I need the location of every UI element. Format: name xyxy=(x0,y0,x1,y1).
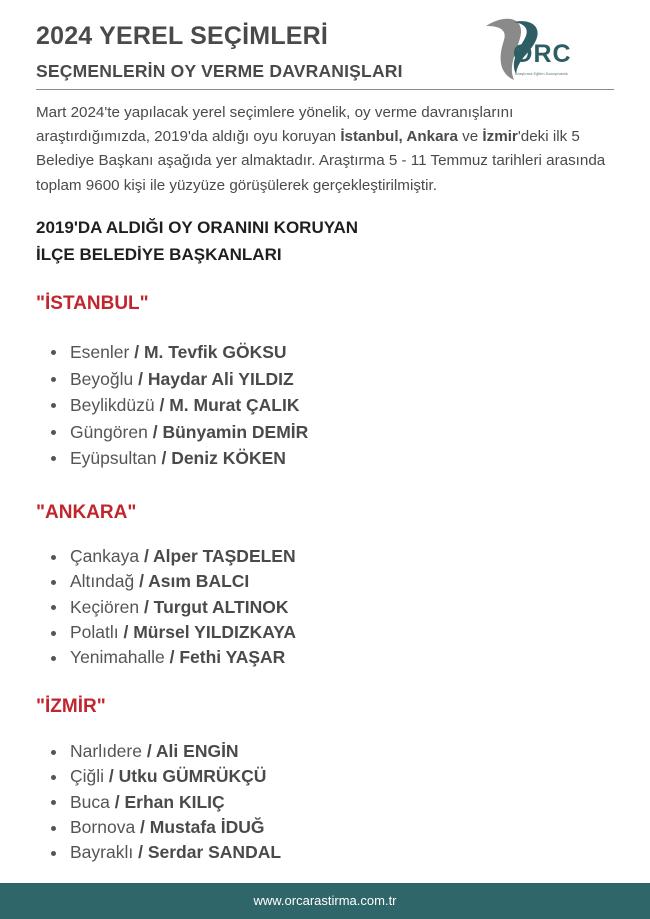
intro-text: 'deki ilk 5 Belediye Başkanı aşağıda yer almaktadır. Araştırma 5 - 11 Temmuz tarihleri arasında toplam 9600 kişi ile yüzyüze görüşülerek gerçekleştirilmiştir. xyxy=(36,128,606,194)
page-subtitle: SEÇMENLERİN OY VERME DAVRANIŞLARI xyxy=(36,61,403,81)
district-name: Keçiören xyxy=(70,596,140,617)
mayor-list-istanbul xyxy=(36,339,308,472)
header-divider xyxy=(36,89,614,90)
separator: / xyxy=(109,791,125,812)
district-name: Yenimahalle xyxy=(70,647,165,668)
list-item xyxy=(36,419,308,446)
list-item xyxy=(36,569,296,594)
mayor-list-izmir xyxy=(36,739,281,865)
mayor-name: Haydar Ali YILDIZ xyxy=(147,368,294,389)
district-name: Çiğli xyxy=(70,766,105,787)
separator: / xyxy=(154,395,170,415)
section-heading xyxy=(36,214,358,268)
district-name: Narlıdere xyxy=(70,741,142,761)
district-name: Eyüpsultan xyxy=(70,448,157,468)
list-item xyxy=(36,790,281,815)
footer-website-link[interactable]: www.orcarastirma.com.tr xyxy=(253,893,397,908)
district-name: Güngören xyxy=(70,421,148,442)
city-heading-ankara: "ANKARA" xyxy=(36,502,137,523)
mayor-name: Utku GÜMRÜKÇÜ xyxy=(118,766,267,787)
district-name: Bornova xyxy=(70,816,136,837)
list-item xyxy=(36,392,308,419)
list-item xyxy=(36,445,308,472)
list-item xyxy=(36,595,296,620)
mayor-name: M. Murat ÇALIK xyxy=(169,395,300,415)
mayor-name: Asım BALCI xyxy=(148,571,250,592)
district-name: Esenler xyxy=(70,342,130,362)
district-name: Beyoğlu xyxy=(70,368,134,389)
district-name: Buca xyxy=(70,791,110,812)
section-heading-line: 2019'DA ALDIĞI OY ORANINI KORUYAN xyxy=(36,218,359,237)
separator: / xyxy=(135,816,150,837)
mayor-name: Alper TAŞDELEN xyxy=(153,546,296,566)
intro-bold-city: İzmir xyxy=(482,128,518,146)
mayor-name: Mustafa İDUĞ xyxy=(149,816,265,837)
mayor-name: Serdar SANDAL xyxy=(147,842,282,863)
logo-tagline: Araştırma Eğitim Danışmanlık xyxy=(515,71,568,76)
list-item xyxy=(36,339,308,366)
mayor-name: Mürsel YILDIZKAYA xyxy=(133,621,296,642)
list-item xyxy=(36,544,296,569)
list-item xyxy=(36,645,296,670)
separator: / xyxy=(139,546,154,566)
mayor-name: Fethi YAŞAR xyxy=(179,647,286,668)
separator: / xyxy=(141,741,156,761)
separator: / xyxy=(134,571,149,592)
list-item xyxy=(36,739,281,764)
district-name: Bayraklı xyxy=(70,842,134,863)
footer-bar xyxy=(0,883,650,919)
separator: / xyxy=(164,647,180,668)
list-item xyxy=(36,620,296,645)
city-heading-istanbul: "İSTANBUL" xyxy=(36,293,149,314)
page-title: 2024 YEREL SEÇİMLERİ xyxy=(36,22,329,50)
list-item xyxy=(36,366,308,393)
mayor-name: Deniz KÖKEN xyxy=(171,448,286,468)
logo-wordmark: ORC xyxy=(513,40,572,68)
intro-text: Mart 2024'te yapılacak yerel seçimlere yönelik, oy verme davranışlarını araştırdığımızda, 2019'da aldığı oyu koruyan xyxy=(36,104,514,146)
city-heading-izmir: "İZMİR" xyxy=(36,696,106,717)
district-name: Polatlı xyxy=(70,621,119,642)
list-item xyxy=(36,840,281,865)
mayor-name: Erhan KILIÇ xyxy=(124,791,225,812)
intro-text: ve xyxy=(457,128,483,146)
mayor-name: Turgut ALTINOK xyxy=(153,596,289,617)
separator: / xyxy=(147,421,163,442)
district-name: Beylikdüzü xyxy=(70,395,155,415)
mayor-name: Ali ENGİN xyxy=(155,741,239,761)
district-name: Altındağ xyxy=(70,571,135,592)
mayor-list-ankara xyxy=(36,544,296,670)
section-heading-line: İLÇE BELEDİYE BAŞKANLARI xyxy=(36,245,282,264)
separator: / xyxy=(156,448,172,468)
separator: / xyxy=(129,342,144,362)
list-item xyxy=(36,764,281,789)
mayor-name: M. Tevfik GÖKSU xyxy=(143,342,287,362)
separator: / xyxy=(139,596,154,617)
intro-bold-cities: İstanbul, Ankara xyxy=(340,128,458,146)
separator: / xyxy=(104,766,119,787)
separator: / xyxy=(133,368,148,389)
list-item xyxy=(36,815,281,840)
separator: / xyxy=(133,842,148,863)
intro-paragraph xyxy=(36,101,626,198)
district-name: Çankaya xyxy=(70,546,140,566)
mayor-name: Bünyamin DEMİR xyxy=(162,421,309,442)
separator: / xyxy=(118,621,134,642)
